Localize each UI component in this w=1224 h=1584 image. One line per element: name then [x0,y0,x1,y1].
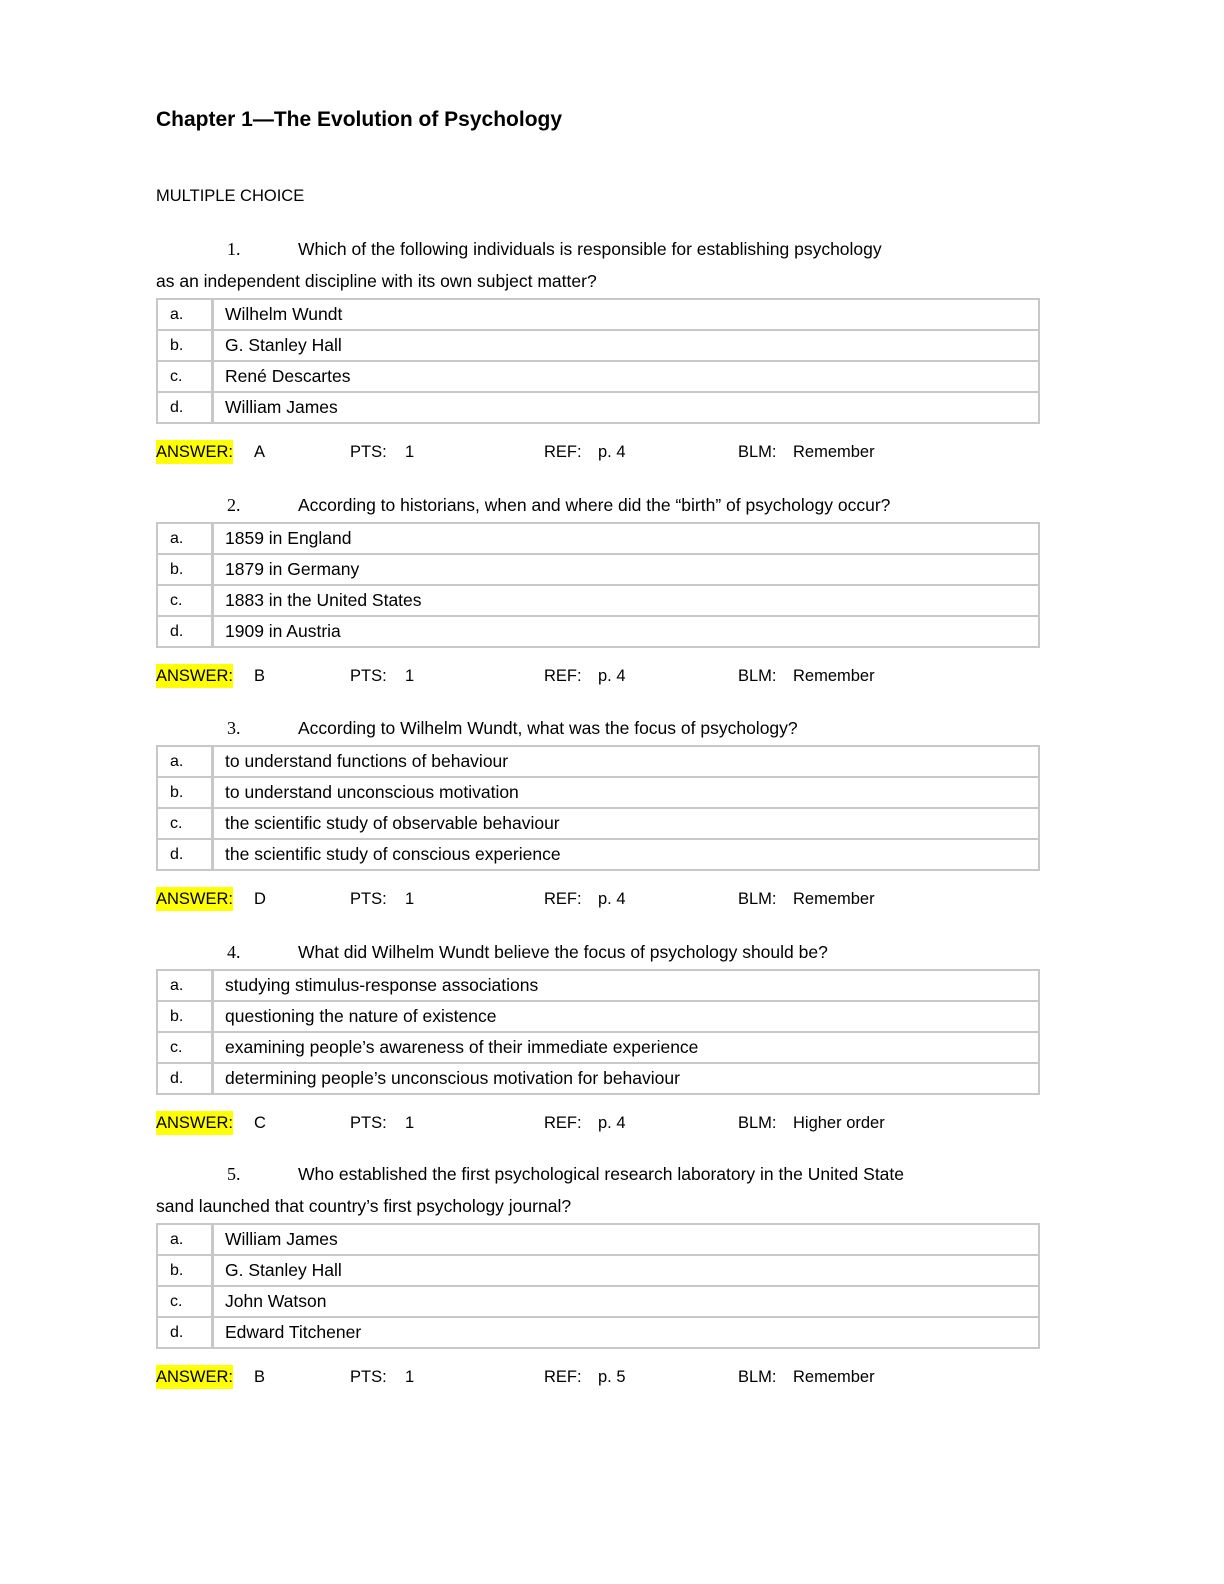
option-letter: d. [158,1318,214,1347]
blm-value: Remember [793,1368,875,1386]
option-letter: a. [158,971,214,1002]
option-letter: b. [158,1002,214,1033]
option-letter: d. [158,1064,214,1093]
option-row [158,331,1038,362]
option-text: Wilhelm Wundt [214,300,1038,331]
section-heading: MULTIPLE CHOICE [156,187,305,205]
option-row [158,555,1038,586]
options-table [156,969,1040,1095]
option-text: Edward Titchener [225,1322,362,1342]
option-row [158,393,1038,422]
option-text: William James [214,1225,1038,1256]
answer-label: ANSWER: [156,664,233,688]
option-row [158,778,1038,809]
pts-label: PTS: [350,667,387,685]
option-letter: c. [158,809,214,840]
option-text: G. Stanley Hall [214,331,1038,362]
option-letter: a. [158,747,214,778]
ref-value: p. 5 [598,1368,626,1386]
answer-value: C [254,1114,266,1132]
pts-value: 1 [405,1368,415,1386]
option-row [158,840,1038,869]
answer-value: D [254,890,266,908]
option-text: 1859 in England [214,524,1038,555]
blm-value: Higher order [793,1114,885,1132]
option-text: G. Stanley Hall [214,1256,1038,1287]
option-row [158,1033,1038,1064]
option-letter: d. [158,393,214,422]
question-text-line: What did Wilhelm Wundt believe the focus of psychology should be? [298,942,828,962]
blm-label: BLM: [738,667,777,685]
option-row [158,971,1038,1002]
pts-label: PTS: [350,443,387,461]
option-letter: a. [158,524,214,555]
ref-label: REF: [544,1114,582,1132]
question-number: 4. [227,942,241,962]
pts-label: PTS: [350,890,387,908]
question-text-line: sand launched that country’s first psychology journal? [156,1196,572,1216]
ref-label: REF: [544,1368,582,1386]
ref-label: REF: [544,890,582,908]
option-letter: c. [158,1033,214,1064]
option-text: John Watson [214,1287,1038,1318]
answer-label: ANSWER: [156,1365,233,1389]
question-text-line: Which of the following individuals is responsible for establishing psychology [298,239,882,259]
option-letter: c. [158,362,214,393]
option-text: to understand functions of behaviour [214,747,1038,778]
options-table [156,298,1040,424]
option-letter: a. [158,300,214,331]
blm-value: Remember [793,667,875,685]
answer-label: ANSWER: [156,887,233,911]
option-text: René Descartes [214,362,1038,393]
option-row [158,1225,1038,1256]
option-row [158,617,1038,646]
option-letter: a. [158,1225,214,1256]
question-text-line: Who established the first psychological research laboratory in the United State [298,1164,905,1184]
option-letter: b. [158,555,214,586]
ref-value: p. 4 [598,443,626,461]
option-row [158,809,1038,840]
pts-value: 1 [405,443,415,461]
options-table [156,522,1040,648]
blm-label: BLM: [738,443,777,461]
blm-label: BLM: [738,890,777,908]
option-letter: b. [158,778,214,809]
question-text-line: as an independent discipline with its own subject matter? [156,271,597,291]
option-letter: c. [158,1287,214,1318]
blm-value: Remember [793,443,875,461]
ref-label: REF: [544,443,582,461]
answer-value: B [254,1368,266,1386]
option-letter: d. [158,617,214,646]
question-text-line: According to Wilhelm Wundt, what was the focus of psychology? [298,718,798,738]
option-letter: d. [158,840,214,869]
option-letter: b. [158,331,214,362]
option-text: to understand unconscious motivation [214,778,1038,809]
option-row [158,1002,1038,1033]
option-text: 1909 in Austria [225,621,341,641]
answer-value: A [254,443,266,461]
option-letter: b. [158,1256,214,1287]
options-table [156,1223,1040,1349]
ref-value: p. 4 [598,667,626,685]
option-text: examining people’s awareness of their immediate experience [214,1033,1038,1064]
answer-value: B [254,667,266,685]
question-number: 2. [227,495,241,515]
option-row [158,586,1038,617]
pts-value: 1 [405,667,415,685]
blm-label: BLM: [738,1114,777,1132]
ref-value: p. 4 [598,1114,626,1132]
option-row [158,1287,1038,1318]
option-row [158,747,1038,778]
question-text-line: According to historians, when and where did the “birth” of psychology occur? [298,495,891,515]
option-text: the scientific study of conscious experience [225,844,561,864]
ref-value: p. 4 [598,890,626,908]
pts-label: PTS: [350,1114,387,1132]
option-row [158,1064,1038,1093]
answer-label: ANSWER: [156,440,233,464]
option-row [158,524,1038,555]
ref-label: REF: [544,667,582,685]
option-text: determining people’s unconscious motivation for behaviour [225,1068,680,1088]
option-row [158,1256,1038,1287]
chapter-title: Chapter 1—The Evolution of Psychology [156,108,563,131]
option-text: questioning the nature of existence [214,1002,1038,1033]
option-text: studying stimulus-response associations [214,971,1038,1002]
pts-label: PTS: [350,1368,387,1386]
question-number: 1. [227,239,241,259]
option-text: William James [225,397,338,417]
blm-value: Remember [793,890,875,908]
option-letter: c. [158,586,214,617]
option-row [158,362,1038,393]
option-row [158,300,1038,331]
option-text: 1879 in Germany [214,555,1038,586]
blm-label: BLM: [738,1368,777,1386]
answer-label: ANSWER: [156,1111,233,1135]
option-row [158,1318,1038,1347]
option-text: the scientific study of observable behaviour [214,809,1038,840]
pts-value: 1 [405,1114,415,1132]
question-number: 3. [227,718,241,738]
option-text: 1883 in the United States [214,586,1038,617]
pts-value: 1 [405,890,415,908]
question-number: 5. [227,1164,241,1184]
options-table [156,745,1040,871]
